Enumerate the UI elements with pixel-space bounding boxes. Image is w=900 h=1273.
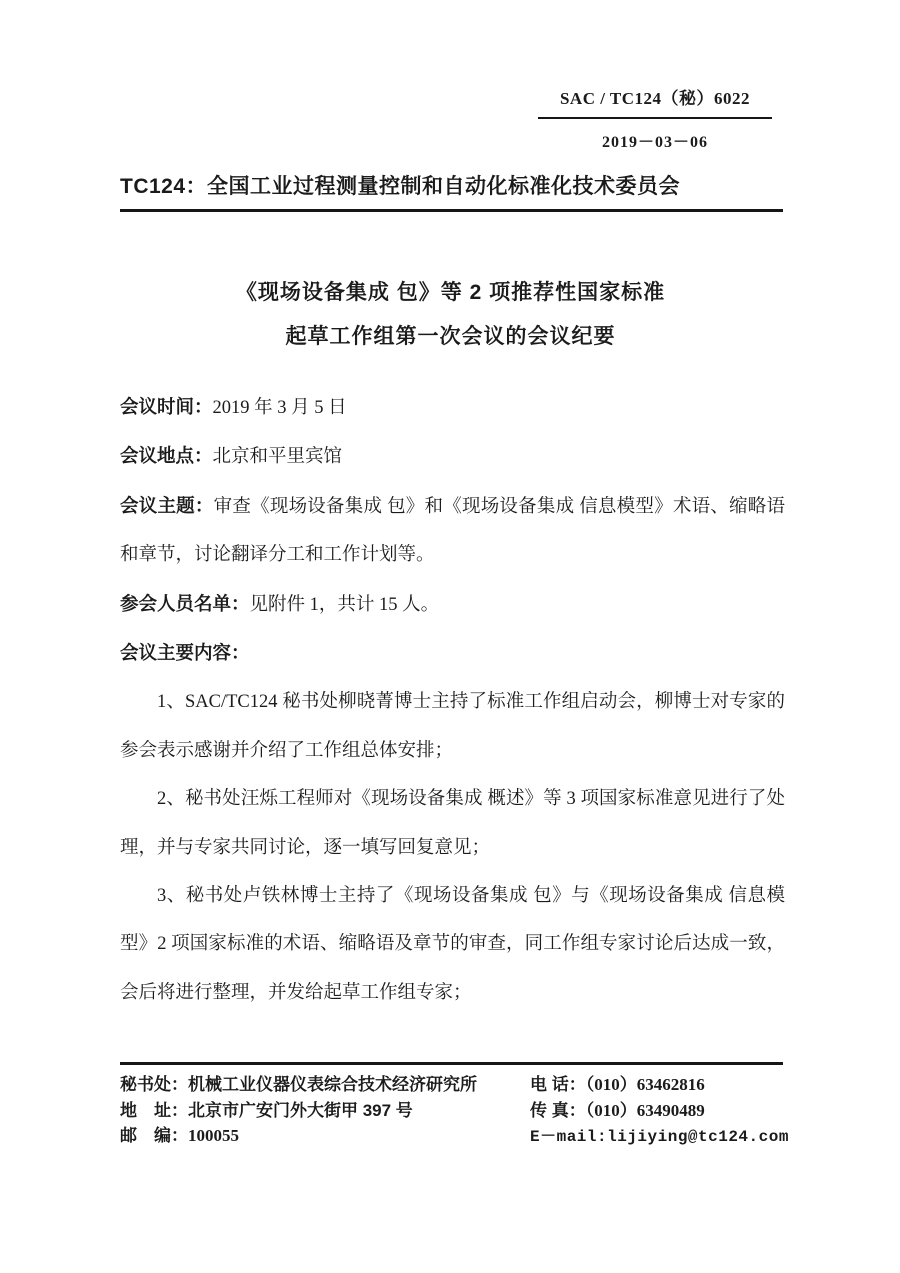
email-row xyxy=(530,1123,790,1151)
address-value: 北京市广安门外大街甲 397 号 xyxy=(188,1100,413,1120)
secretariat-value: 机械工业仪器仪表综合技术经济研究所 xyxy=(188,1075,477,1094)
meeting-time-row xyxy=(120,383,785,432)
committee-name: TC124：全国工业过程测量控制和自动化标准化技术委员会 xyxy=(120,175,681,198)
footer-right-column xyxy=(530,1072,790,1151)
content-item-1: 1、SAC/TC124 秘书处柳晓菁博士主持了标准工作组启动会，柳博士对专家的参会表示感谢并介绍了工作组总体安排； xyxy=(120,692,785,761)
attendees-label: 参会人员名单： xyxy=(120,592,250,614)
meeting-place-value: 北京和平里宾馆 xyxy=(212,447,343,468)
meeting-topic-label: 会议主题： xyxy=(120,494,214,516)
attendees-row xyxy=(120,580,785,629)
meeting-place-row xyxy=(120,432,785,481)
content-heading-label: 会议主要内容： xyxy=(120,642,250,664)
document-footer xyxy=(120,1072,790,1151)
meeting-topic-row xyxy=(120,482,785,580)
doc-number: SAC / TC124（秘）6022 xyxy=(538,84,772,119)
meeting-time-label: 会议时间： xyxy=(120,396,213,417)
footer-left-column xyxy=(120,1072,530,1151)
address-row xyxy=(120,1098,530,1124)
address-label: 地 址： xyxy=(120,1100,188,1120)
attendees-value: 见附件 1，共计 15 人。 xyxy=(249,594,440,615)
content-item-3: 3、秘书处卢铁林博士主持了《现场设备集成 包》与《现场设备集成 信息模型》2 项国家标准的术语、缩略语及章节的审查，同工作组专家讨论后达成一致，会后将进行整理，并发给起草工作组专家； xyxy=(120,886,785,1003)
meeting-place-label: 会议地点： xyxy=(120,445,213,467)
secretariat-label: 秘书处： xyxy=(120,1075,188,1094)
fax-value: （010）63490489 xyxy=(585,1100,705,1120)
title-line-1: 《现场设备集成 包》等 2 项推荐性国家标准 xyxy=(235,281,666,304)
zip-label: 邮 编： xyxy=(120,1126,188,1145)
fax-label: 传 真： xyxy=(530,1100,586,1120)
document-header xyxy=(538,84,772,152)
document-body xyxy=(120,383,785,1017)
content-heading-row xyxy=(120,629,785,678)
doc-date: 2019－03－06 xyxy=(601,134,708,151)
content-item-2: 2、秘书处汪烁工程师对《现场设备集成 概述》等 3 项国家标准意见进行了处理，并与专家共同讨论，逐一填写回复意见； xyxy=(120,789,785,858)
phone-value: （010）63462816 xyxy=(585,1075,705,1094)
phone-row xyxy=(530,1072,790,1098)
footer-divider xyxy=(120,1062,783,1065)
zip-value: 100055 xyxy=(188,1126,239,1145)
header-divider xyxy=(120,209,783,212)
zip-row xyxy=(120,1123,530,1149)
fax-row xyxy=(530,1098,790,1124)
secretariat-row xyxy=(120,1072,530,1098)
document-title xyxy=(118,271,783,359)
title-line-2: 起草工作组第一次会议的会议纪要 xyxy=(285,325,616,348)
meeting-topic-value: 审查《现场设备集成 包》和《现场设备集成 信息模型》术语、缩略语和章节，讨论翻译分工和工作计划等。 xyxy=(120,496,785,566)
email-value: E－mail:lijiying@tc124.com xyxy=(530,1128,789,1146)
meeting-time-value: 2019 年 3 月 5 日 xyxy=(212,398,347,418)
phone-label: 电 话： xyxy=(530,1075,586,1094)
